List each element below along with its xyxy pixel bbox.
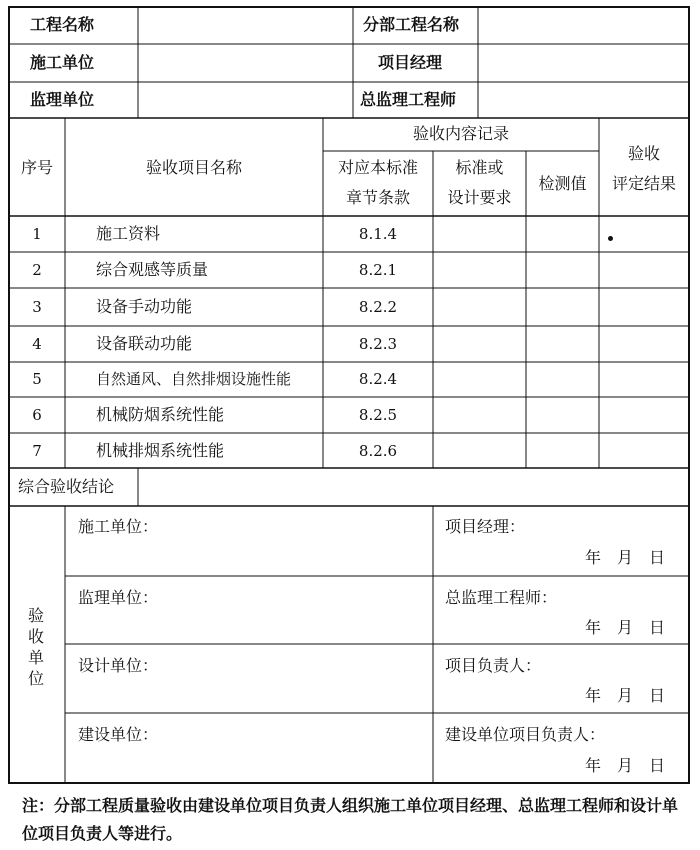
chief-supervisor-label: 总监理工程师 [360,90,457,109]
col-result-header-line2: 评定结果 [611,174,676,193]
signatory-label: 项目负责人： [445,656,542,675]
col-clause-header-line2: 章节条款 [345,188,410,207]
footnote: 注：分部工程质量验收由建设单位项目负责人组织施工单位项目经理、总监理工程师和设计单位项目负责人等进行。 [22,796,679,843]
row-seq: 3 [32,298,42,316]
signatory-label: 建设单位项目负责人： [445,725,606,744]
date-label: 年 月 日 [585,686,666,705]
unit-label: 设计单位： [78,656,159,675]
row-clause: 8.2.1 [358,261,398,279]
col-requirement-header-line2: 设计要求 [447,188,512,207]
acceptance-form [8,6,690,786]
col-result-header-line1: 验收 [627,144,660,163]
row-clause: 8.2.6 [358,442,398,460]
unit-label: 监理单位： [78,588,159,607]
col-clause-header-line1: 对应本标准 [337,158,418,177]
row-clause: 8.2.4 [358,370,398,388]
row-item-name: 综合观感等质量 [96,260,209,279]
side-label-char: 验 [27,606,44,625]
row-seq: 2 [32,261,42,279]
side-label-char: 单 [27,648,44,667]
date-label: 年 月 日 [585,618,666,637]
row-item-name: 机械排烟系统性能 [96,441,225,460]
row-seq: 1 [32,225,42,243]
signatory-label: 总监理工程师： [445,588,558,607]
unit-label: 建设单位： [78,725,159,744]
col-measured-header: 检测值 [538,174,587,193]
col-seq-header: 序号 [20,158,53,177]
row-seq: 5 [32,370,42,388]
row-item-name: 自然通风、自然排烟设施性能 [96,370,292,388]
supervision-unit-label: 监理单位 [30,90,95,109]
row-clause: 8.1.4 [358,225,398,243]
project-manager-label: 项目经理 [378,53,443,72]
col-requirement-header-line1: 标准或 [455,158,504,177]
row-clause: 8.2.5 [358,406,398,424]
conclusion-label: 综合验收结论 [18,477,115,496]
row-clause: 8.2.2 [358,298,398,316]
date-label: 年 月 日 [585,548,666,567]
row-item-name: 施工资料 [96,224,161,243]
construction-unit-label: 施工单位 [30,53,95,72]
row-seq: 7 [32,442,42,460]
row-seq: 4 [32,335,42,353]
row-seq: 6 [32,406,42,424]
unit-label: 施工单位： [78,517,159,536]
row-item-name: 设备手动功能 [96,297,193,316]
row-item-name: 机械防烟系统性能 [96,405,225,424]
signatory-label: 项目经理： [445,517,526,536]
sub-project-name-label: 分部工程名称 [363,15,460,34]
row-item-name: 设备联动功能 [96,334,193,353]
ink-dot [608,236,613,241]
col-item-header: 验收项目名称 [145,158,242,177]
date-label: 年 月 日 [585,756,666,775]
col-group-header: 验收内容记录 [412,124,509,143]
project-name-label: 工程名称 [30,15,95,34]
side-label-char: 收 [27,627,44,646]
side-label-char: 位 [27,669,44,688]
row-clause: 8.2.3 [358,335,398,353]
